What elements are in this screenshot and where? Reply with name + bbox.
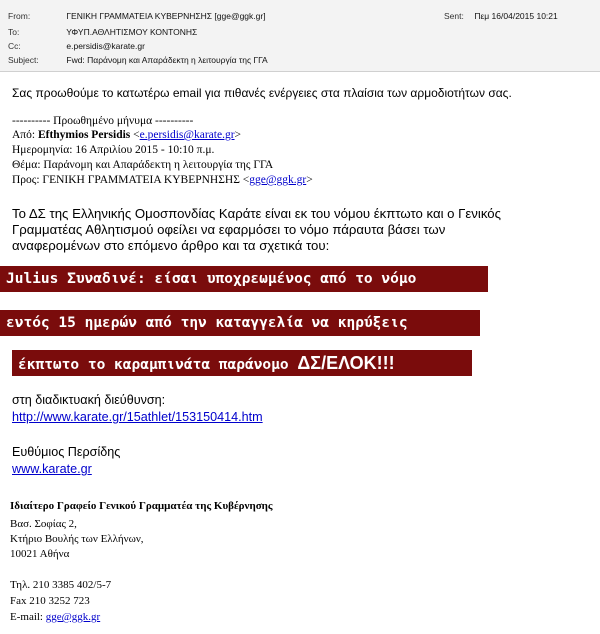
office-building: Κτήριο Βουλής των Ελλήνων, <box>10 533 144 545</box>
cc-label: Cc: <box>8 41 21 51</box>
office-city: 10021 Αθήνα <box>10 548 70 560</box>
subject-row <box>8 54 268 66</box>
office-phone: Τηλ. 210 3385 402/5-7 <box>10 579 112 591</box>
subject-label: Subject: <box>8 55 39 65</box>
cc-value[interactable]: e.persidis@karate.gr <box>66 41 145 51</box>
forward-to-post: > <box>306 174 313 186</box>
signature-name: Ευθύμιος Περσίδης <box>12 445 121 459</box>
sent-row <box>444 10 558 22</box>
office-email-link[interactable]: gge@ggk.gr <box>45 611 101 623</box>
forward-subject: Θέμα: Παράνομη και Απαράδεκτη η λειτουργία της ΓΓΑ <box>12 159 274 171</box>
from-row <box>8 10 266 22</box>
cc-row <box>8 40 145 52</box>
office-street: Βασ. Σοφίας 2, <box>10 518 77 530</box>
sent-value: Πεμ 16/04/2015 10:21 <box>474 11 558 21</box>
office-email <box>10 611 100 623</box>
paragraph-line-3: αναφερομένων στο επόμενο άρθρο και τα σχετικά του: <box>12 238 330 253</box>
article-link[interactable]: http://www.karate.gr/15athlet/153150414.htm <box>12 410 263 424</box>
forward-to-email-link[interactable]: gge@ggk.gr <box>249 174 307 186</box>
office-title: Ιδιαίτερο Γραφείο Γενικού Γραμματέα της Κυβέρνησης <box>10 500 273 512</box>
forward-from-name: Efthymios Persidis <box>37 129 131 141</box>
forward-to-label: Προς: ΓΕΝΙΚΗ ΓΡΑΜΜΑΤΕΙΑ ΚΥΒΕΡΝΗΣΗΣ < <box>12 174 250 186</box>
web-address-label: στη διαδικτυακή διεύθυνση: <box>12 393 166 407</box>
banner-line-3-main: έκπτωτο το καραμπινάτα παράνομο <box>18 357 298 373</box>
subject-value: Fwd: Παράνομη και Απαράδεκτη η λειτουργία της ΓΓΑ <box>66 55 268 65</box>
forward-separator: ---------- Προωθημένο μήνυμα ---------- <box>12 115 194 127</box>
sent-label: Sent: <box>444 11 464 21</box>
from-value[interactable]: ΓΕΝΙΚΗ ΓΡΑΜΜΑΤΕΙΑ ΚΥΒΕΡΝΗΣΗΣ [gge@ggk.gr] <box>66 11 266 21</box>
banner-line-1: Julius Συναδινέ: είσαι υποχρεωμένος από το νόμο <box>0 266 488 292</box>
banner-line-2: εντός 15 ημερών από την καταγγελία να κηρύξεις <box>0 310 480 336</box>
forward-date: Ημερομηνία: 16 Απριλίου 2015 - 10:10 π.μ. <box>12 144 215 156</box>
to-label: To: <box>8 27 20 37</box>
paragraph-line-1: Το ΔΣ της Ελληνικής Ομοσπονδίας Καράτε είναι εκ του νόμου έκπτωτο και ο Γενικός <box>12 206 501 221</box>
intro-text: Σας προωθούμε το κατωτέρω email για πιθανές ενέργειες στα πλαίσια των αρμοδιοτήτων σας. <box>12 86 512 100</box>
office-fax: Fax 210 3252 723 <box>10 595 90 607</box>
forward-from-email-pre: < <box>130 129 140 141</box>
forward-from <box>12 129 241 141</box>
forward-from-label: Από: <box>12 129 38 141</box>
to-value[interactable]: ΥΦΥΠ.ΑΘΛΗΤΙΣΜΟΥ ΚΟΝΤΟΝΗΣ <box>66 27 198 37</box>
paragraph-line-2: Γραμματέας Αθλητισμού οφείλει να εφαρμόσει το νόμο πάραυτα βάσει των <box>12 222 446 237</box>
office-email-label: E-mail: <box>10 611 46 623</box>
forward-to <box>12 174 313 186</box>
signature-website-link[interactable]: www.karate.gr <box>12 462 92 476</box>
forward-from-email-post: > <box>234 129 242 141</box>
email-header <box>0 0 600 72</box>
from-label: From: <box>8 11 31 21</box>
banner-line-3 <box>12 350 472 376</box>
banner-line-3-highlight: ΔΣ/ΕΛΟΚ!!! <box>297 353 395 373</box>
to-row <box>8 26 197 38</box>
forward-from-email-link[interactable]: e.persidis@karate.gr <box>139 129 235 141</box>
